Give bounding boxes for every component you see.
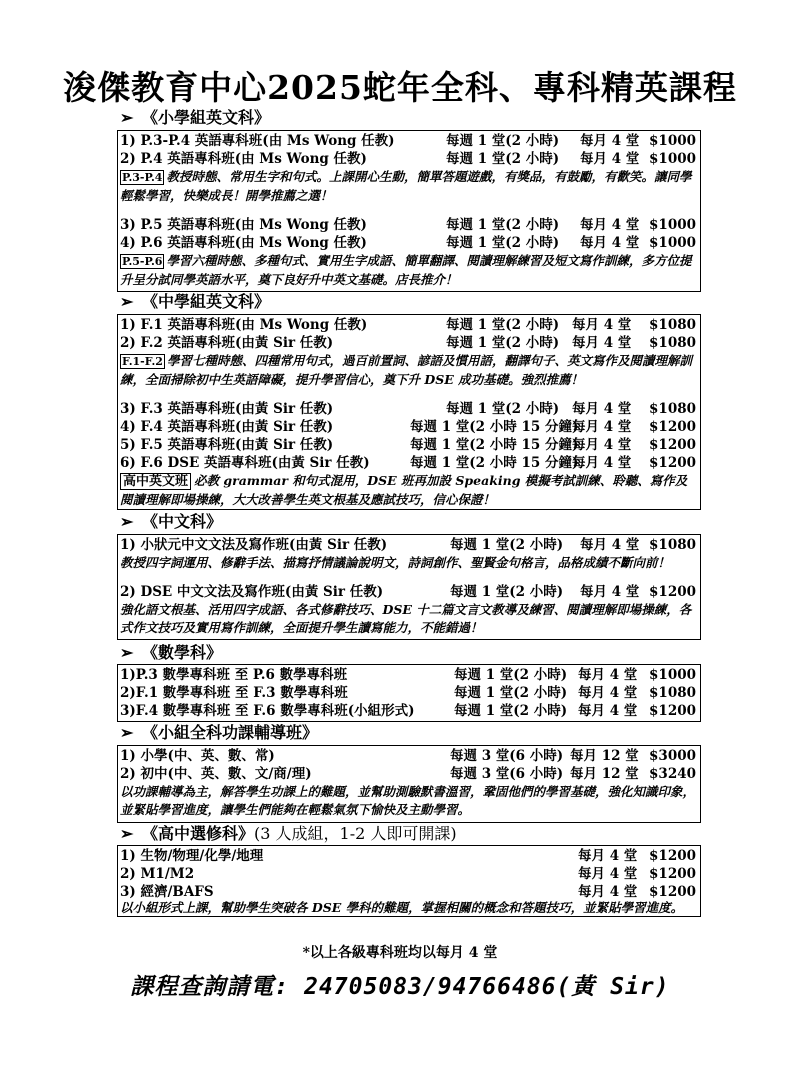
course-description: F.1-F.2 學習七種時態、四種常用句式，過百前置詞、諺語及慣用語，翻譯句子、英文寫作及閱讀理解訓練，全面掃除初中生英語障礙，提升學習信心，奠下升 DSE 成功基礎。強烈推薦！ <box>120 353 692 387</box>
course-row: 1) 小學(中、英、數、常) 每週 3 堂(6 小時) 每月 12 堂 $3000 <box>120 748 696 764</box>
course-row: 2) F.2 英語專科班(由黃 Sir 任教) 每週 1 堂(2 小時) 每月 4 堂 $1080 <box>120 335 696 351</box>
page-title: 浚傑教育中心2025蛇年全科、專科精英課程 <box>63 68 737 107</box>
arrow-icon: ➢ <box>120 824 134 843</box>
contact-line: 課程查詢請電: 24705083/94766486(黃 Sir) <box>130 974 670 1000</box>
course-row: 2)F.1 數學專科班 至 F.3 數學專科班 每週 1 堂(2 小時) 每月 4 堂 $1080 <box>120 685 696 701</box>
arrow-icon: ➢ <box>120 643 134 662</box>
course-description: P.5-P.6 學習六種時態、多種句式、實用生字成語、簡單翻譯、閱讀理解練習及短文寫作訓練，多方位提升呈分試同學英語水平，奠下良好升中英文基礎。店長推介！ <box>120 253 692 287</box>
course-row: 1) P.3-P.4 英語專科班(由 Ms Wong 任教) 每週 1 堂(2 小時) 每月 4 堂 $1000 <box>120 133 696 149</box>
course-row: 3) P.5 英語專科班(由 Ms Wong 任教) 每週 1 堂(2 小時) 每月 4 堂 $1000 <box>120 217 696 233</box>
box-tutorial <box>117 745 701 823</box>
section-heading-secondary-english: ➢ 《中學組英文科》 <box>120 292 271 311</box>
course-row: 5) F.5 英語專科班(由黃 Sir 任教) 每週 1 堂(2 小時 15 分鐘) 每月 4 堂 $1200 <box>120 437 696 453</box>
arrow-icon: ➢ <box>120 292 134 311</box>
course-description: 教授四字詞運用、修辭手法、描寫抒情議論說明文，詩詞創作、聖賢金句格言，品格成績不斷向前！ <box>120 555 671 570</box>
level-tag: P.5-P.6 <box>122 255 163 268</box>
course-row: 3)F.4 數學專科班 至 F.6 數學專科班(小組形式) 每週 1 堂(2 小時) 每月 4 堂 $1200 <box>120 703 696 719</box>
course-row: 1) F.1 英語專科班(由 Ms Wong 任教) 每週 1 堂(2 小時) 每月 4 堂 $1080 <box>120 317 696 333</box>
course-row: 3) 經濟/BAFS 每月 4 堂 $1200 <box>120 884 696 900</box>
level-tag: 高中英文班 <box>120 473 191 490</box>
course-row: 1) 生物/物理/化學/地理 每月 4 堂 $1200 <box>120 848 696 864</box>
section-heading-tutorial: ➢ 《小組全科功課輔導班》 <box>120 723 319 742</box>
course-row: 3) F.3 英語專科班(由黃 Sir 任教) 每週 1 堂(2 小時) 每月 4 堂 $1080 <box>120 401 696 417</box>
course-row: 6) F.6 DSE 英語專科班(由黃 Sir 任教) 每週 1 堂(2 小時 15 分鐘) 每月 4 堂 $1200 <box>120 455 696 471</box>
course-row: 2) M1/M2 每月 4 堂 $1200 <box>120 866 696 882</box>
box-electives <box>117 845 701 917</box>
course-row: 2) P.4 英語專科班(由 Ms Wong 任教) 每週 1 堂(2 小時) 每月 4 堂 $1000 <box>120 151 696 167</box>
course-row: 2) DSE 中文文法及寫作班(由黃 Sir 任教) 每週 1 堂(2 小時) 每月 4 堂 $1200 <box>120 584 696 600</box>
box-math <box>117 664 701 722</box>
course-description: P.3-P.4 教授時態、常用生字和句式。上課開心生動，簡單答題遊戲，有獎品，有鼓勵，有歡笑。讓同學輕鬆學習，快樂成長！開學推薦之選！ <box>120 169 692 203</box>
level-tag: P.3-P.4 <box>122 171 163 184</box>
course-row: 1) 小狀元中文文法及寫作班(由黃 Sir 任教) 每週 1 堂(2 小時) 每月 4 堂 $1080 <box>120 537 696 553</box>
arrow-icon: ➢ <box>120 108 134 127</box>
section-heading-math: ➢ 《數學科》 <box>120 643 223 662</box>
level-tag: F.1-F.2 <box>122 355 163 368</box>
course-description: 以小組形式上課，幫助學生突破各 DSE 學科的難題，掌握相關的概念和答題技巧，並緊貼學習進度。 <box>120 900 684 915</box>
section-heading-primary-english: ➢ 《小學組英文科》 <box>120 108 271 127</box>
footnote: *以上各級專科班均以每月 4 堂 <box>302 945 498 961</box>
course-description: 以功課輔導為主，解答學生功課上的難題，並幫助測驗默書溫習，鞏固他們的學習基礎，強化知識印象，並緊貼學習進度，讓學生們能夠在輕鬆氣氛下愉快及主動學習。 <box>120 784 696 817</box>
box-secondary-english <box>117 314 701 510</box>
arrow-icon: ➢ <box>120 723 134 742</box>
course-row: 1)P.3 數學專科班 至 P.6 數學專科班 每週 1 堂(2 小時) 每月 4 堂 $1000 <box>120 667 696 683</box>
section-heading-chinese: ➢ 《中文科》 <box>120 512 223 531</box>
section-heading-electives: ➢ 《高中選修科》(3 人成組，1-2 人即可開課) <box>120 824 457 843</box>
box-chinese <box>117 534 701 640</box>
box-primary-english <box>117 130 701 292</box>
course-row: 2) 初中(中、英、數、文/商/理) 每週 3 堂(6 小時) 每月 12 堂 $3240 <box>120 766 696 782</box>
arrow-icon: ➢ <box>120 512 134 531</box>
course-row: 4) F.4 英語專科班(由黃 Sir 任教) 每週 1 堂(2 小時 15 分鐘) 每月 4 堂 $1200 <box>120 419 696 435</box>
course-description: 高中英文班 必教 grammar 和句式混用，DSE 班再加設 Speaking 模擬考試訓練、聆聽、寫作及閱讀理解即場操練，大大改善學生英文根基及應試技巧，信心保證！ <box>120 473 688 507</box>
course-description: 強化語文根基、活用四字成語、各式修辭技巧、DSE 十二篇文言文教導及練習、閱讀理解即場操練，各式作文技巧及實用寫作訓練，全面提升學生讀寫能力，不能錯過！ <box>120 602 692 635</box>
course-row: 4) P.6 英語專科班(由 Ms Wong 任教) 每週 1 堂(2 小時) 每月 4 堂 $1000 <box>120 235 696 251</box>
